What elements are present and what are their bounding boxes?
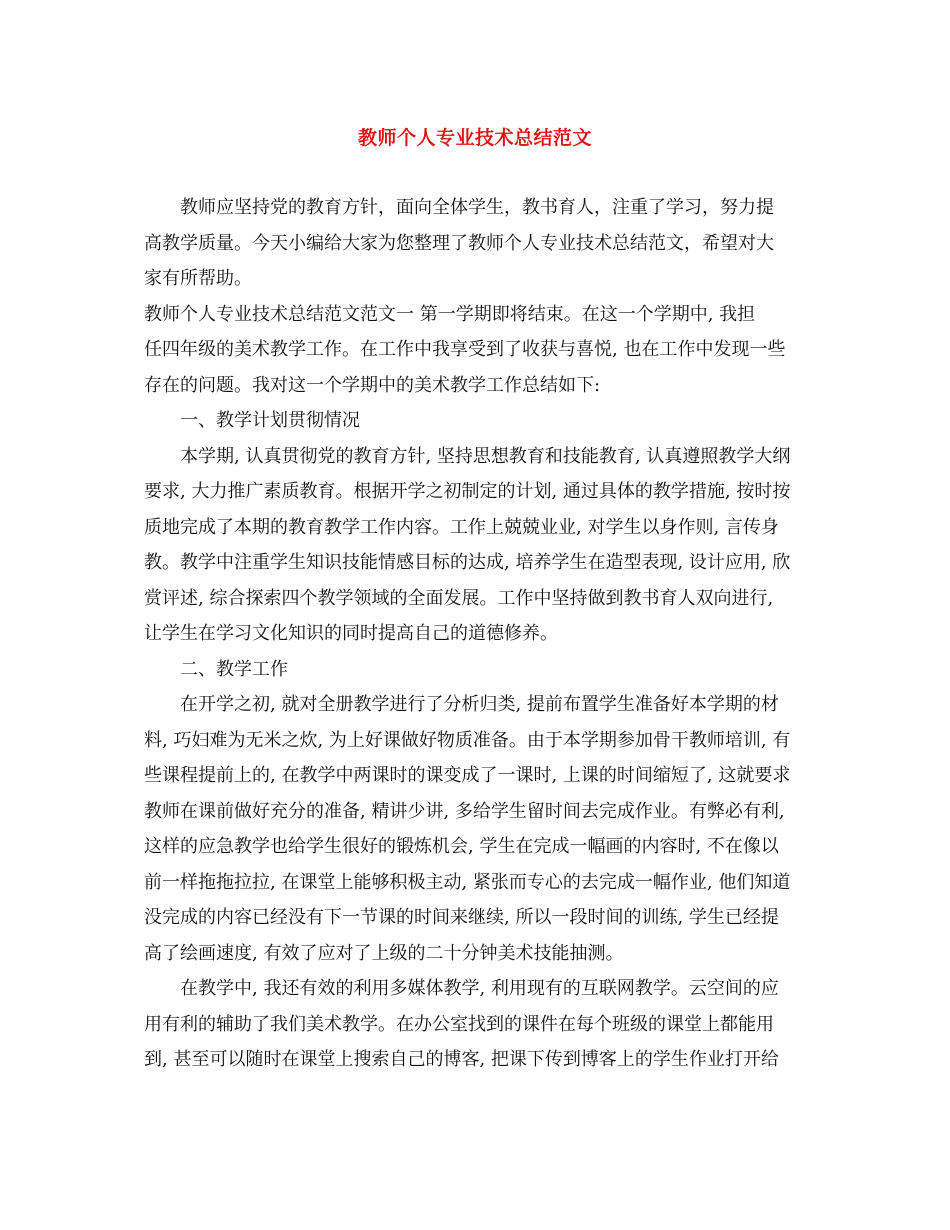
text-line: 要求, 大力推广素质教育。根据开学之初制定的计划, 通过具体的教学措施, 按时按 <box>144 481 791 502</box>
text-line: 任四年级的美术教学工作。在工作中我享受到了收获与喜悦, 也在工作中发现一些 <box>144 339 786 360</box>
text-line: 高了绘画速度, 有效了应对了上级的二十分钟美术技能抽测。 <box>144 942 624 964</box>
text-line: 前一样拖拖拉拉, 在课堂上能够积极主动, 紧张而专心的去完成一幅作业, 他们知道 <box>144 871 791 893</box>
text-line: 在教学中, 我还有效的利用多媒体教学, 利用现有的互联网教学。云空间的应 <box>180 978 779 999</box>
text-line: 料, 巧妇难为无米之炊, 为上好课做好物质准备。由于本学期参加骨干教师培训, 有 <box>144 729 791 751</box>
text-line: 一、教学计划贯彻情况 <box>180 410 360 431</box>
text-line: 教师应坚持党的教育方针，面向全体学生，教书育人，注重了学习，努力提 <box>180 197 774 218</box>
document-title: 教师个人专业技术总结范文 <box>357 127 592 149</box>
text-line: 教师个人专业技术总结范文范文一 第一学期即将结束。在这一个学期中, 我担 <box>144 303 756 325</box>
text-line: 在开学之初, 就对全册教学进行了分析归类, 提前布置学生准备好本学期的材 <box>180 694 779 715</box>
text-line: 高教学质量。今天小编给大家为您整理了教师个人专业技术总结范文，希望对大 <box>144 232 774 254</box>
text-line: 到, 甚至可以随时在课堂上搜索自己的博客, 把课下传到博客上的学生作业打开给 <box>144 1049 779 1070</box>
text-line: 质地完成了本期的教育教学工作内容。工作上兢兢业业, 对学生以身作则, 言传身 <box>144 516 779 538</box>
text-line: 没完成的内容已经没有下一节课的时间来继续, 所以一段时间的训练, 学生已经提 <box>144 907 779 928</box>
text-line: 教师在课前做好充分的准备, 精讲少讲, 多给学生留时间去完成作业。有弊必有利, <box>144 800 785 822</box>
text-line: 家有所帮助。 <box>144 268 252 289</box>
text-line: 教。教学中注重学生知识技能情感目标的达成, 培养学生在造型表现, 设计应用, 欣 <box>144 552 791 573</box>
text-line: 二、教学工作 <box>180 658 288 680</box>
text-line: 存在的问题。我对这一个学期中的美术教学工作总结如下: <box>144 374 601 396</box>
text-line: 让学生在学习文化知识的同时提高自己的道德修养。 <box>144 623 558 644</box>
text-line: 用有利的辅助了我们美术教学。在办公室找到的课件在每个班级的课堂上都能用 <box>144 1013 774 1035</box>
text-line: 赏评述, 综合探索四个教学领域的全面发展。工作中坚持做到教书育人双向进行, <box>144 587 774 609</box>
document-body <box>144 190 808 1078</box>
text-line: 这样的应急教学也给学生很好的锻炼机会, 学生在完成一幅画的内容时, 不在像以 <box>144 836 779 857</box>
text-line: 些课程提前上的, 在教学中两课时的课变成了一课时, 上课的时间缩短了, 这就要求 <box>144 765 791 786</box>
text-line: 本学期, 认真贯彻党的教育方针, 坚持思想教育和技能教育, 认真遵照教学大纲 <box>180 445 791 467</box>
